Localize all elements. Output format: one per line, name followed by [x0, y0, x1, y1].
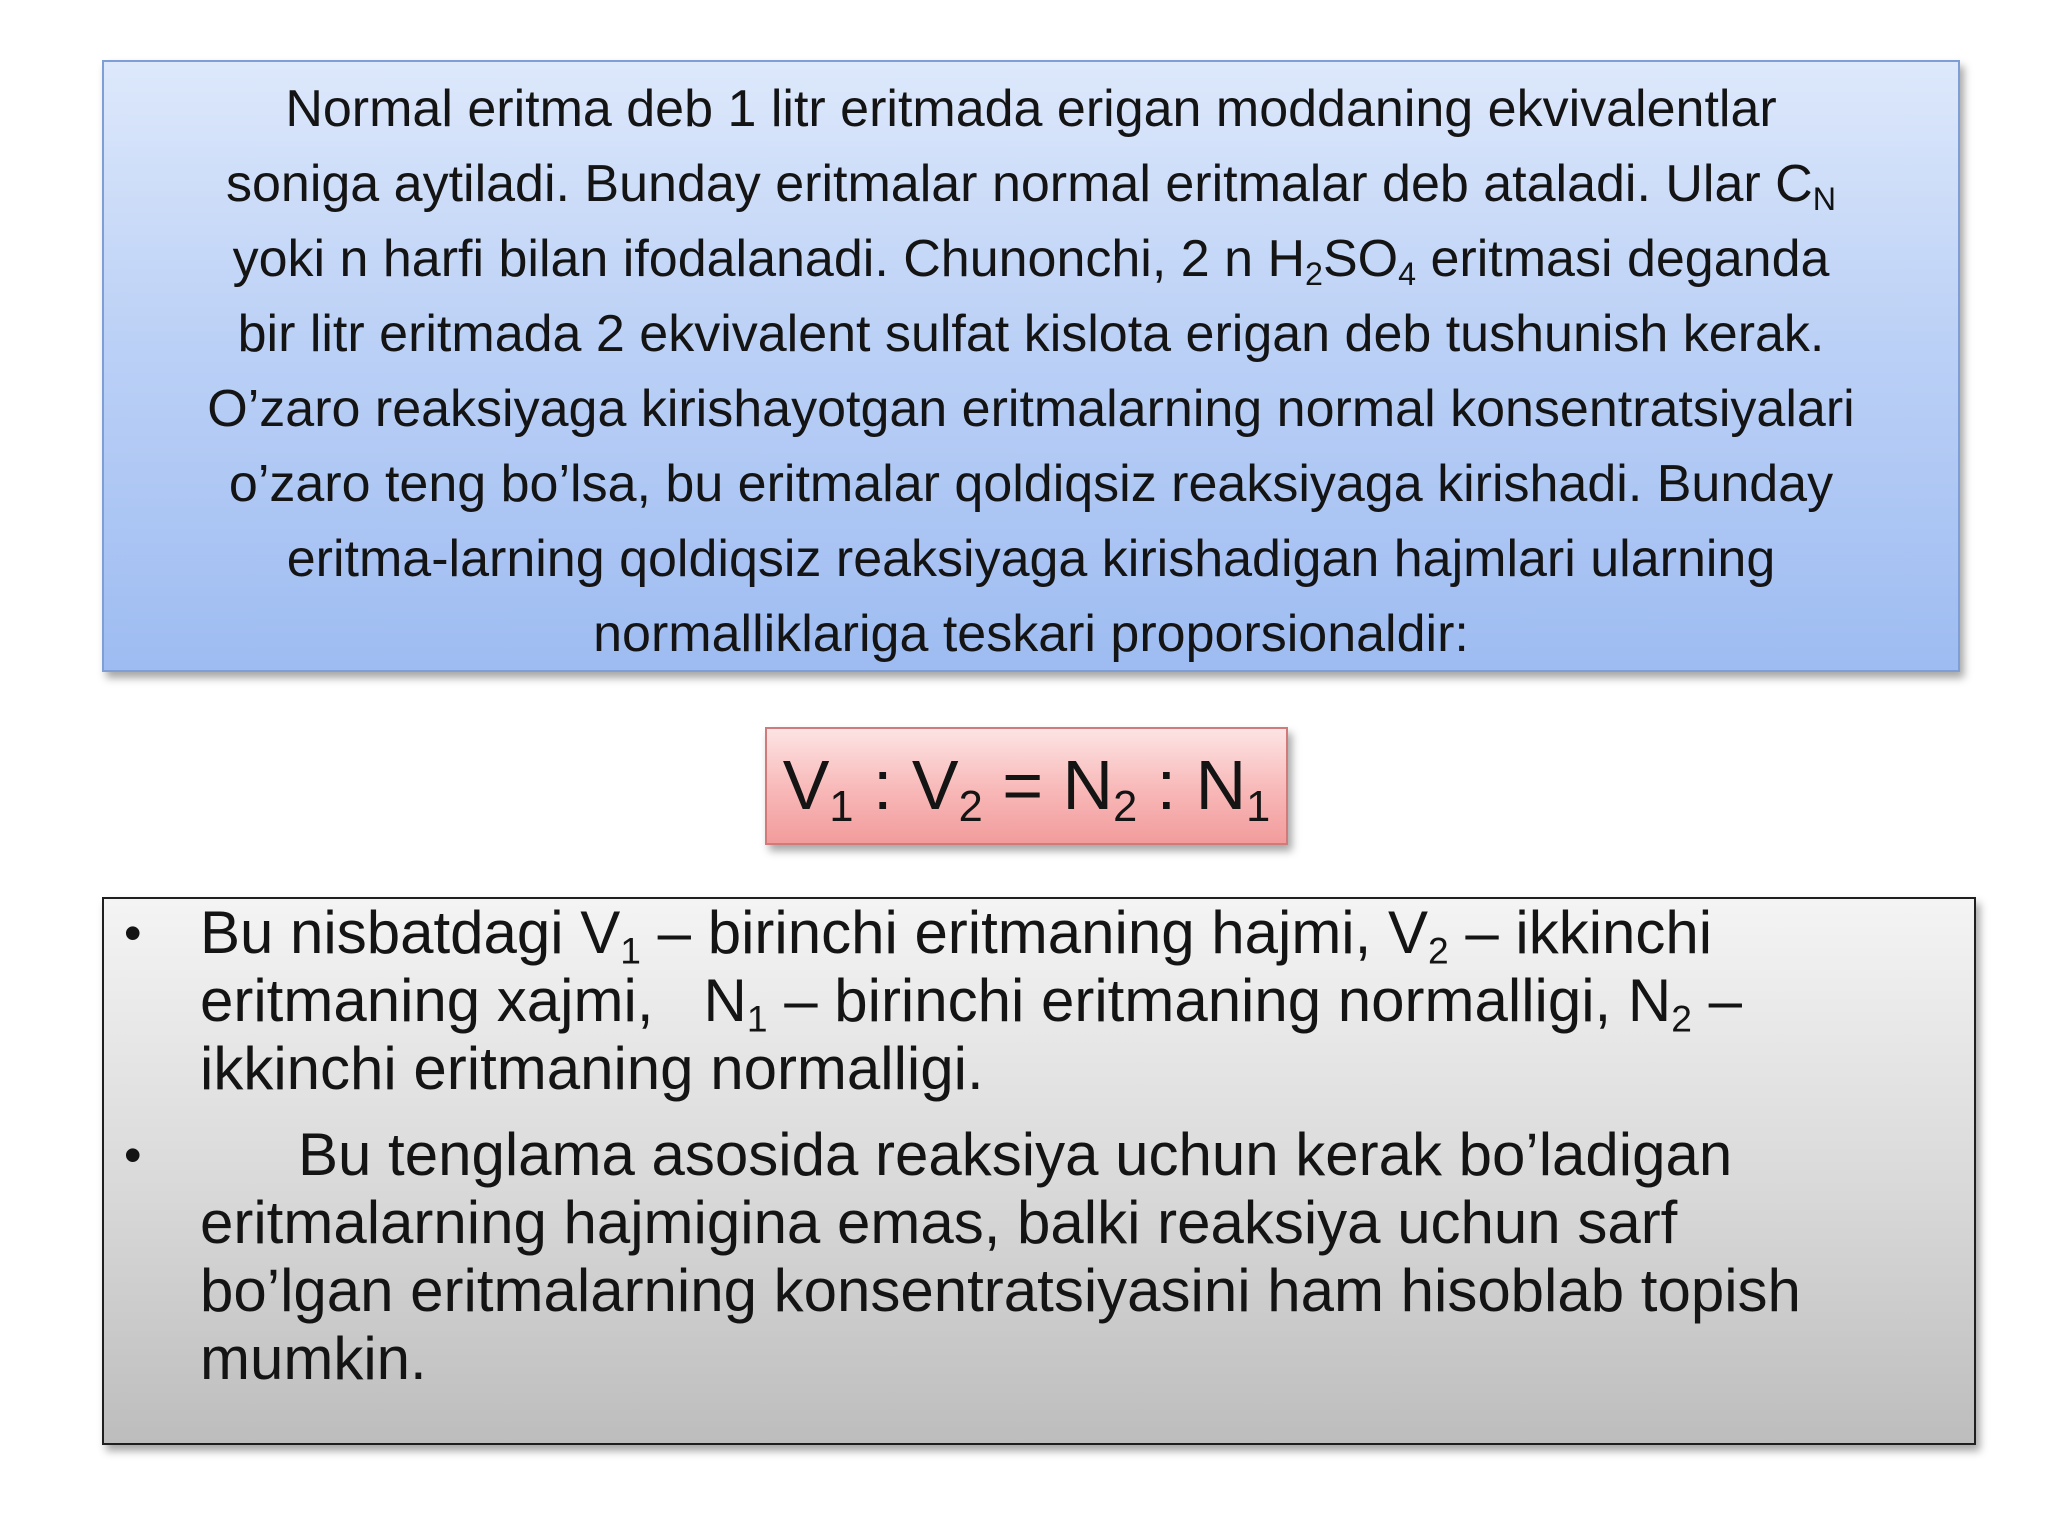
explanation-box	[102, 897, 1976, 1445]
subscript: 1	[1246, 783, 1271, 832]
formula-v: V	[782, 746, 830, 824]
formula-equals: = N	[982, 746, 1114, 824]
text: –	[1691, 967, 1742, 1034]
definition-line-3-post: eritmasi deganda	[1416, 230, 1830, 288]
definition-line-2-text: soniga aytiladi. Bunday eritmalar normal eritmalar deb ataladi. Ular C	[225, 155, 1813, 213]
subscript: 1	[620, 929, 641, 972]
subscript: 2	[1113, 783, 1138, 832]
subscript: 1	[829, 783, 854, 832]
subscript: N	[1812, 181, 1837, 218]
bullet-marker: •	[124, 905, 142, 961]
subscript: 2	[1305, 256, 1323, 293]
formula-sep-2: : N	[1137, 746, 1247, 824]
text: Bu nisbatdagi V	[200, 899, 621, 966]
text: eritmaning xajmi,	[200, 967, 654, 1034]
subscript: 2	[958, 783, 983, 832]
formula-sep-1: : V	[853, 746, 959, 824]
text: – birinchi eritmaning hajmi, V	[640, 899, 1428, 966]
bullet-1-line-1	[200, 899, 1970, 972]
subscript: 2	[1428, 929, 1449, 972]
definition-line-5: O’zaro reaksiyaga kirishayotgan eritmalarning normal konsentratsiyalari	[207, 380, 1855, 438]
definition-line-7: eritma-larning qoldiqsiz reaksiyaga kirishadigan hajmlari ularning	[286, 530, 1776, 588]
text: – ikkinchi	[1448, 899, 1713, 966]
bullet-2-line-4: mumkin.	[200, 1325, 427, 1392]
subscript: 1	[746, 997, 768, 1040]
bullet-1-line-2	[200, 967, 1970, 1040]
text: – birinchi eritmaning normalligi, N	[767, 967, 1672, 1034]
text: N	[703, 967, 747, 1034]
definition-line-3-pre: yoki n harfi bilan ifodalanadi. Chunonchi, 2 n H	[232, 230, 1306, 288]
subscript: 2	[1671, 997, 1692, 1040]
definition-line-4: bir litr eritmada 2 ekvivalent sulfat kislota erigan deb tushunish kerak.	[237, 305, 1825, 363]
definition-line-3-mid: SO	[1322, 230, 1399, 288]
definition-line-1: Normal eritma deb 1 litr eritmada erigan moddaning ekvivalentlar	[285, 80, 1777, 138]
bullet-2-line-1	[200, 1121, 1970, 1189]
bullet-2-line-3: bo’lgan eritmalarning konsentratsiyasini ham hisoblab topish	[200, 1257, 1801, 1324]
bullet-1-line-3: ikkinchi eritmaning normalligi.	[200, 1035, 984, 1102]
formula-box	[765, 727, 1288, 845]
definition-line-2	[124, 147, 1938, 222]
bullet-marker: •	[124, 1127, 142, 1183]
definition-line-8: normalliklariga teskari proporsionaldir:	[593, 605, 1469, 663]
bullet-text-2	[200, 1121, 1970, 1393]
definition-line-3	[124, 222, 1938, 297]
definition-line-6: o’zaro teng bo’lsa, bu eritmalar qoldiqsiz reaksiyaga kirishadi. Bunday	[228, 455, 1834, 513]
text: Bu tenglama asosida reaksiya uchun kerak bo’ladigan	[298, 1121, 1733, 1188]
bullet-text-1	[200, 899, 1970, 1103]
definition-box	[102, 60, 1960, 672]
subscript: 4	[1398, 256, 1417, 293]
bullet-2-line-2: eritmalarning hajmigina emas, balki reaksiya uchun sarf	[200, 1189, 1678, 1256]
